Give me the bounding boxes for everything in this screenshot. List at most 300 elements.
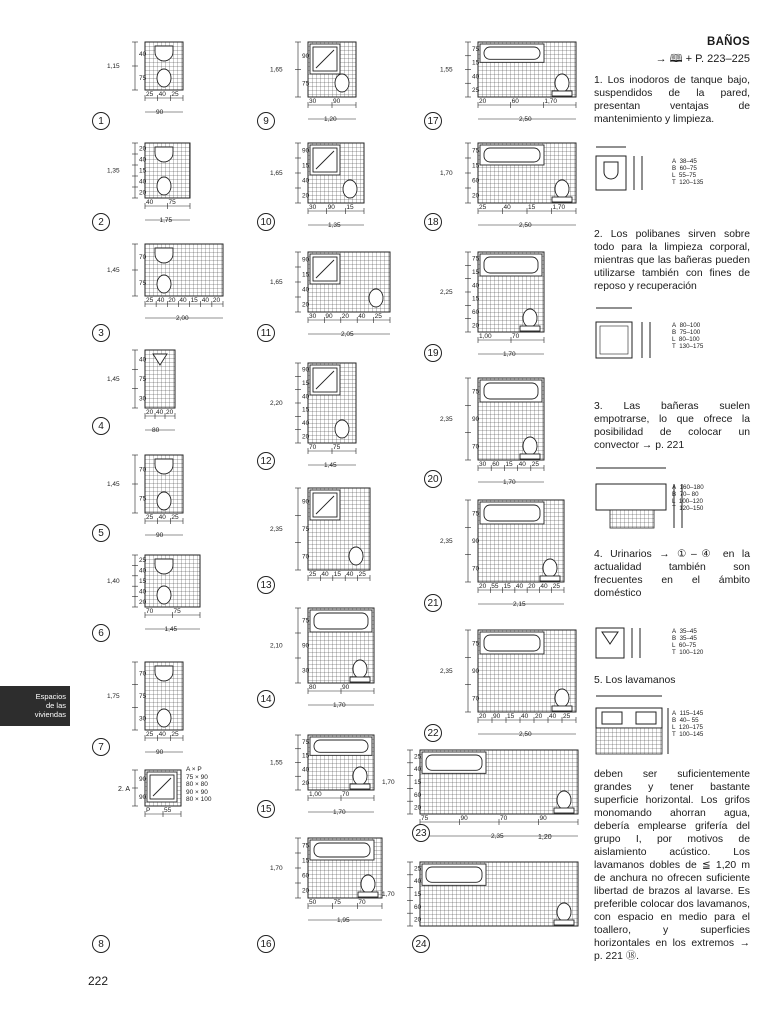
dim-h-3-0: 25 (146, 297, 154, 304)
dim-v-15-3: 20 (302, 780, 310, 788)
dim-v-23-4: 20 (414, 804, 422, 812)
dim-h-20-3: 40 (518, 461, 526, 468)
plan-figure-13 (268, 484, 390, 612)
dim-h-4-2: 20 (166, 409, 174, 416)
dim-v-13-0: 90 (302, 498, 310, 506)
plan-figure-2 (105, 139, 210, 240)
dim-h-21-6: 25 (552, 583, 560, 590)
dim-h-11-0: 30 (309, 313, 317, 320)
dim-h-3-5: 40 (201, 297, 209, 304)
paragraph-1: 1. Los inodoros de tanque bajo, suspendidos de la pared, presentan ventajas de mantenimiento y limpieza. (594, 75, 750, 125)
dim-v-14-2: 30 (302, 667, 310, 675)
dim-v-4-1: 75 (139, 376, 147, 383)
fig23-right-dim: 1,20 (538, 834, 552, 841)
plan-drawing-1 (105, 38, 203, 132)
figure-number-24: 24 (412, 935, 430, 953)
dim-v-2-2: 15 (139, 167, 147, 175)
dim-h-12-1: 75 (333, 444, 341, 451)
dim-v-5-0: 70 (139, 466, 147, 474)
dim-h-4-0: 20 (146, 409, 154, 416)
dim-v-16-0: 75 (302, 842, 310, 850)
dim-h-total-6: 1,45 (164, 626, 178, 633)
dim-h-total-23: 2,35 (491, 833, 504, 840)
dim-h-total-21: 2,15 (513, 601, 526, 608)
dim-h-total-16: 1,95 (337, 917, 350, 924)
plan-figure-15 (268, 731, 394, 832)
spec-values-4: A 35–45 B 35–45 L 60–75 T 100–120 (672, 628, 704, 656)
figure-number-8: 8 (92, 935, 110, 953)
dim-h-15-0: 1,00 (309, 791, 322, 798)
fig8-label: 2. A (118, 786, 131, 793)
spec-diagram-wc (596, 144, 656, 194)
dim-h-1-0: 25 (146, 91, 154, 98)
fixtures-8 (147, 772, 177, 802)
dim-v-23-2: 15 (414, 779, 422, 786)
plan-drawing-21 (438, 496, 584, 624)
spec-diagram-washbasin (596, 692, 676, 758)
dim-v-5-1: 75 (139, 495, 147, 503)
dim-h-21-0: 20 (479, 583, 487, 590)
dim-v-13-1: 75 (302, 526, 310, 533)
spec-diagram-urinal (596, 622, 656, 662)
plan-drawing-11 (268, 248, 410, 354)
plan-drawing-8 (105, 766, 201, 848)
dim-v-total-21: 2,35 (440, 538, 453, 545)
dim-h-22-3: 40 (521, 713, 529, 720)
dim-v-7-2: 30 (139, 715, 147, 723)
dim-h-22-1: 90 (493, 713, 501, 720)
dim-h-14-1: 90 (342, 684, 350, 691)
dim-v-20-1: 90 (472, 416, 480, 423)
shower-size-table: A × P 75 × 90 80 × 80 90 × 90 80 × 100 (186, 766, 212, 803)
dim-v-total-18: 1,70 (440, 170, 453, 177)
plan-figure-19 (438, 248, 564, 374)
dim-h-5-1: 40 (158, 514, 166, 521)
dim-h-20-2: 15 (505, 461, 513, 468)
dim-h-4-1: 40 (156, 409, 164, 416)
plan-figure-7 (105, 658, 203, 772)
plan-drawing-17 (438, 38, 596, 139)
dim-v-7-0: 70 (139, 670, 147, 678)
plan-figure-9 (268, 38, 376, 139)
dim-v-17-2: 40 (472, 73, 480, 81)
dim-v-8-1: 90 (139, 794, 147, 801)
plan-drawing-4 (105, 346, 195, 450)
plan-figure-8 (105, 766, 201, 848)
text-column (594, 36, 750, 126)
plan-figure-12 (268, 359, 376, 485)
figure-number-3: 3 (92, 324, 110, 342)
spec-values-2: A 80–100 B 75–100 L 80–100 T 130–175 (672, 322, 704, 350)
dim-v-total-20: 2,35 (440, 416, 453, 423)
dim-v-2-4: 20 (139, 189, 147, 197)
dim-h-total-20: 1,70 (503, 479, 516, 486)
plan-drawing-23 (380, 746, 598, 856)
dim-v-24-4: 20 (414, 916, 422, 924)
plan-drawing-10 (268, 139, 384, 245)
dim-v-16-2: 60 (302, 872, 310, 880)
dim-v-18-2: 60 (472, 177, 480, 185)
dim-h-9-1: 90 (333, 98, 341, 105)
plan-drawing-15 (268, 731, 394, 832)
plan-drawing-5 (105, 451, 203, 555)
dim-h-13-2: 15 (333, 571, 342, 578)
dim-h-total-7: 90 (156, 749, 164, 756)
dim-h-3-3: 40 (179, 297, 187, 304)
dim-h-3-4: 15 (190, 297, 198, 304)
figure-number-7: 7 (92, 738, 110, 756)
dim-v-24-1: 40 (414, 878, 422, 886)
dim-v-9-1: 75 (302, 80, 310, 88)
dim-h-22-5: 40 (549, 713, 557, 720)
dim-v-23-0: 25 (414, 753, 422, 761)
dim-h-10-0: 30 (309, 204, 317, 211)
dim-v-24-2: 15 (414, 891, 422, 898)
plan-figure-21 (438, 496, 584, 624)
dim-h-total-18: 2,50 (519, 222, 532, 229)
dim-v-14-0: 75 (302, 617, 310, 625)
dim-v-17-3: 25 (472, 87, 480, 95)
dim-v-19-0: 75 (472, 255, 480, 263)
dim-h-total-11: 2,05 (341, 331, 354, 338)
dim-v-12-5: 20 (302, 433, 310, 441)
dim-h-12-0: 70 (309, 444, 317, 451)
dim-v-total-10: 1,65 (270, 170, 283, 177)
dim-v-12-4: 40 (302, 420, 310, 427)
dim-v-total-3: 1,45 (107, 267, 120, 274)
plan-figure-17 (438, 38, 596, 139)
paragraph-3: 3. Las bañeras suelen empotrarse, lo que ofrece la posibilidad de colocar un convector → p. 221 (594, 401, 750, 451)
plan-drawing-18 (438, 139, 596, 245)
dim-v-total-7: 1,75 (107, 693, 120, 700)
plan-drawing-6 (105, 551, 220, 649)
dim-v-22-2: 70 (472, 695, 480, 703)
dim-v-16-1: 15 (302, 857, 310, 865)
dim-v-23-1: 40 (414, 766, 422, 774)
figure-number-1: 1 (92, 112, 110, 130)
dim-v-6-2: 15 (139, 578, 147, 585)
spec-diagram-shower (596, 302, 664, 362)
dim-h-11-3: 40 (358, 313, 366, 320)
dim-v-18-1: 15 (472, 162, 480, 170)
dim-v-17-0: 75 (472, 45, 480, 53)
dim-v-8-0: 90 (139, 776, 147, 783)
plan-figure-18 (438, 139, 596, 245)
dim-h-21-3: 40 (515, 583, 524, 590)
dim-v-2-0: 20 (139, 145, 147, 153)
dim-v-4-0: 40 (139, 356, 147, 364)
dim-h-23-0: 75 (421, 815, 429, 822)
dim-v-total-13: 2,35 (270, 526, 283, 533)
dim-v-23-3: 60 (414, 791, 422, 799)
dim-v-19-1: 15 (472, 269, 480, 276)
dim-v-total-2: 1,35 (107, 167, 120, 175)
dim-h-total-1: 90 (156, 109, 164, 116)
plan-drawing-3 (105, 240, 243, 338)
dim-h-6-0: 70 (146, 608, 154, 615)
dim-v-15-0: 75 (302, 738, 310, 746)
dim-h-total-15: 1,70 (333, 809, 346, 816)
dim-v-21-1: 90 (472, 538, 480, 545)
dim-h-2-1: 75 (168, 199, 176, 206)
figure-number-6: 6 (92, 624, 110, 642)
dim-v-19-3: 15 (472, 295, 480, 303)
figure-number-18: 18 (424, 213, 442, 231)
dim-v-total-17: 1,55 (440, 66, 453, 74)
figure-number-16: 16 (257, 935, 275, 953)
dim-v-6-3: 40 (139, 588, 147, 596)
plan-figure-22 (438, 626, 596, 754)
paragraph-6: deben ser suficientemente grandes y tener bastante superficie horizontal. Los grifos monomando ahorran agua, debería emplearse grifería del grupo I, por motivos de aislamiento acústico. Los lavamanos dobles de ≦ 1,20 m de anchura no ofrecen suficiente libertad de brazos al lavarse. Es preferible colocar dos lavamanos, con espacio en medio para el toallero, y superficies horizontales en los extremos → p. 221 ⑱. (594, 769, 750, 962)
plan-figure-5 (105, 451, 203, 555)
dim-h-22-6: 25 (563, 713, 571, 720)
figure-number-9: 9 (257, 112, 275, 130)
dim-h-22-2: 15 (507, 713, 515, 720)
figure-number-11: 11 (257, 324, 275, 342)
figure-number-17: 17 (424, 112, 442, 130)
dim-h-13-1: 40 (321, 571, 329, 578)
dim-h-18-2: 15 (528, 204, 536, 211)
dim-v-11-1: 15 (302, 271, 310, 279)
dim-v-total-15: 1,55 (270, 759, 283, 767)
dim-v-3-0: 70 (139, 254, 147, 261)
dim-h-17-2: 1,70 (544, 98, 557, 105)
dim-h-total-2: 1,75 (159, 217, 173, 224)
dim-h-total-5: 90 (156, 532, 164, 539)
dim-h-8-1: 55 (164, 807, 172, 814)
dim-v-2-3: 40 (139, 178, 147, 186)
dim-v-12-3: 15 (302, 406, 310, 414)
dim-h-11-4: 25 (374, 313, 382, 320)
dim-v-19-4: 60 (472, 309, 480, 316)
plan-drawing-12 (268, 359, 376, 485)
dim-v-18-0: 75 (472, 147, 480, 155)
figure-number-2: 2 (92, 213, 110, 231)
plan-drawing-20 (438, 374, 564, 502)
dim-v-1-1: 75 (139, 75, 147, 82)
dim-v-total-6: 1,40 (107, 578, 120, 585)
dim-v-12-1: 15 (302, 380, 310, 387)
figure-number-21: 21 (424, 594, 442, 612)
dim-h-20-4: 25 (531, 461, 540, 468)
figure-number-5: 5 (92, 524, 110, 542)
dim-h-total-22: 2,50 (519, 731, 532, 738)
dim-v-15-2: 40 (302, 766, 310, 774)
section-tab: Espacios de las viviendas (0, 686, 70, 726)
section-reference: → 🕮 + P. 223–225 (655, 53, 750, 65)
dim-h-16-2: 70 (358, 899, 366, 906)
section-title: BAÑOS (706, 36, 750, 48)
dim-v-12-0: 90 (302, 366, 310, 374)
dim-h-21-5: 40 (540, 583, 548, 590)
dim-h-13-3: 40 (346, 571, 354, 578)
dim-v-10-2: 40 (302, 177, 310, 185)
dim-h-23-3: 90 (539, 815, 547, 822)
paragraph-2: 2. Los polibanes sirven sobre todo para la limpieza corporal, mientras que las bañeras pueden utilizarse también con fines de reposo y recuperación (594, 229, 750, 292)
dim-h-18-1: 40 (503, 204, 511, 211)
figure-number-23: 23 (412, 824, 430, 842)
dim-h-17-1: 60 (511, 98, 519, 105)
dim-v-total-5: 1,45 (107, 481, 120, 488)
dim-v-20-2: 70 (472, 443, 480, 451)
dim-v-7-1: 75 (139, 693, 147, 700)
dim-v-6-0: 25 (139, 557, 147, 565)
dim-h-3-6: 20 (212, 297, 221, 304)
dim-v-11-2: 40 (302, 286, 310, 294)
dim-h-7-1: 40 (158, 731, 166, 738)
dim-h-11-1: 90 (325, 313, 333, 320)
dim-h-1-1: 40 (158, 91, 166, 98)
dim-v-total-4: 1,45 (107, 376, 120, 383)
dim-h-10-1: 90 (327, 204, 335, 211)
dim-h-18-3: 1,70 (552, 204, 566, 211)
dim-h-5-0: 25 (146, 514, 154, 521)
paragraph-5: 5. Los lavamanos (594, 675, 676, 686)
dim-h-19-1: 70 (512, 333, 520, 340)
dim-v-10-3: 20 (302, 192, 310, 200)
dim-v-6-4: 20 (139, 598, 147, 606)
dim-h-7-0: 25 (146, 731, 154, 738)
plan-drawing-24 (380, 858, 598, 968)
dim-v-15-1: 15 (302, 752, 310, 760)
dim-v-total-11: 1,65 (270, 279, 283, 286)
plan-figure-24 (380, 858, 598, 968)
dim-v-16-3: 20 (302, 887, 310, 895)
dim-h-5-2: 25 (171, 514, 179, 521)
dim-v-20-0: 75 (472, 388, 480, 396)
dim-h-16-1: 75 (333, 899, 341, 906)
plan-drawing-2 (105, 139, 210, 240)
figure-number-10: 10 (257, 213, 275, 231)
dim-h-total-9: 1,20 (324, 116, 337, 123)
figure-number-15: 15 (257, 800, 275, 818)
dim-h-22-0: 20 (479, 713, 487, 720)
dim-h-total-12: 1,45 (324, 462, 337, 469)
plan-figure-4 (105, 346, 195, 450)
dim-h-14-0: 80 (309, 684, 317, 691)
plan-drawing-7 (105, 658, 203, 772)
dim-v-11-3: 20 (302, 301, 310, 309)
dim-h-19-0: 1,00 (479, 333, 492, 340)
dim-h-13-0: 25 (309, 571, 317, 578)
dim-v-11-0: 90 (302, 256, 310, 264)
dim-v-2-1: 40 (139, 156, 147, 164)
dim-h-15-1: 70 (342, 791, 350, 798)
page-number: 222 (88, 974, 109, 988)
dim-v-22-1: 90 (472, 668, 480, 675)
dim-h-23-1: 90 (460, 815, 468, 822)
dim-v-total-22: 2,35 (440, 668, 453, 675)
dim-h-total-17: 2,50 (519, 116, 532, 123)
dim-h-21-1: 55 (491, 583, 499, 590)
dim-v-22-0: 75 (472, 640, 480, 648)
spec-values-5: A 115–145 B 40– 55 L 120–175 T 100–145 (672, 710, 704, 738)
spec-values-3: A 160–180 B 70– 80 L 100–120 T 120–150 (672, 484, 704, 512)
plan-drawing-19 (438, 248, 564, 374)
plan-figure-3 (105, 240, 243, 338)
dim-v-total-19: 2,25 (440, 289, 453, 296)
figure-number-19: 19 (424, 344, 442, 362)
dim-h-17-0: 20 (479, 98, 487, 105)
dim-v-24-3: 60 (414, 903, 422, 911)
dim-v-total-12: 2,20 (270, 400, 283, 407)
dim-v-19-2: 40 (472, 282, 480, 290)
plan-figure-1 (105, 38, 203, 132)
dim-h-7-2: 25 (171, 731, 179, 738)
figure-number-14: 14 (257, 690, 275, 708)
dim-h-8-0: P (146, 807, 151, 814)
dim-v-14-1: 90 (302, 642, 310, 650)
dim-v-6-1: 40 (139, 567, 147, 575)
dim-v-10-0: 90 (302, 147, 310, 155)
dim-h-18-0: 25 (479, 204, 487, 211)
spec-values-1: A 38–45 B 60–75 L 55–75 T 120–135 (672, 158, 704, 186)
figure-number-12: 12 (257, 452, 275, 470)
dim-h-23-2: 70 (500, 815, 508, 822)
dim-h-22-4: 20 (535, 713, 543, 720)
dim-h-16-0: 50 (309, 899, 317, 906)
dim-v-total-14: 2,10 (270, 642, 283, 650)
dim-v-3-1: 75 (139, 280, 147, 287)
dim-v-17-1: 15 (472, 59, 480, 67)
plan-figure-14 (268, 604, 394, 725)
plan-drawing-22 (438, 626, 596, 754)
dim-h-20-1: 60 (492, 461, 500, 468)
dim-v-19-5: 20 (472, 322, 480, 330)
plan-figure-20 (438, 374, 564, 502)
plan-drawing-13 (268, 484, 390, 612)
dim-h-21-4: 20 (528, 583, 536, 590)
dim-v-total-1: 1,15 (107, 63, 120, 70)
dim-v-12-2: 40 (302, 393, 310, 401)
dim-v-4-2: 30 (139, 395, 147, 403)
dim-h-total-4: 80 (152, 427, 160, 434)
paragraph-4: 4. Urinarios → ①–④ en la actualidad también son frecuentes en el ámbito doméstico (594, 549, 750, 599)
dim-h-20-0: 30 (479, 461, 487, 468)
dim-v-10-1: 15 (302, 162, 310, 170)
dim-h-total-14: 1,70 (333, 702, 346, 709)
dim-v-total-16: 1,70 (270, 865, 283, 872)
dim-v-21-0: 75 (472, 510, 480, 518)
dim-v-1-0: 40 (139, 51, 147, 58)
figure-number-13: 13 (257, 576, 275, 594)
dim-v-13-2: 70 (302, 553, 310, 561)
plan-drawing-14 (268, 604, 394, 725)
plan-figure-23 (380, 746, 598, 856)
dim-h-total-19: 1,70 (503, 351, 516, 358)
dim-h-total-10: 1,35 (328, 222, 341, 229)
dim-h-1-2: 25 (171, 91, 179, 98)
dim-h-total-3: 2,00 (176, 315, 189, 322)
dim-h-3-1: 40 (157, 297, 165, 304)
dim-v-total-9: 1,65 (270, 66, 283, 74)
dim-h-21-2: 15 (503, 583, 511, 590)
plan-figure-6 (105, 551, 220, 649)
plan-figure-11 (268, 248, 410, 354)
dim-h-10-2: 15 (346, 204, 354, 211)
dim-h-6-1: 75 (173, 608, 181, 615)
dim-h-11-2: 20 (341, 313, 350, 320)
dim-v-9-0: 90 (302, 52, 310, 60)
plan-figure-10 (268, 139, 384, 245)
dim-h-3-2: 20 (168, 297, 176, 304)
dim-h-13-4: 25 (358, 571, 366, 578)
dim-v-24-0: 25 (414, 865, 422, 873)
figure-number-20: 20 (424, 470, 442, 488)
dim-v-total-24: 1,70 (382, 891, 395, 898)
figure-number-22: 22 (424, 724, 442, 742)
figure-number-4: 4 (92, 417, 110, 435)
